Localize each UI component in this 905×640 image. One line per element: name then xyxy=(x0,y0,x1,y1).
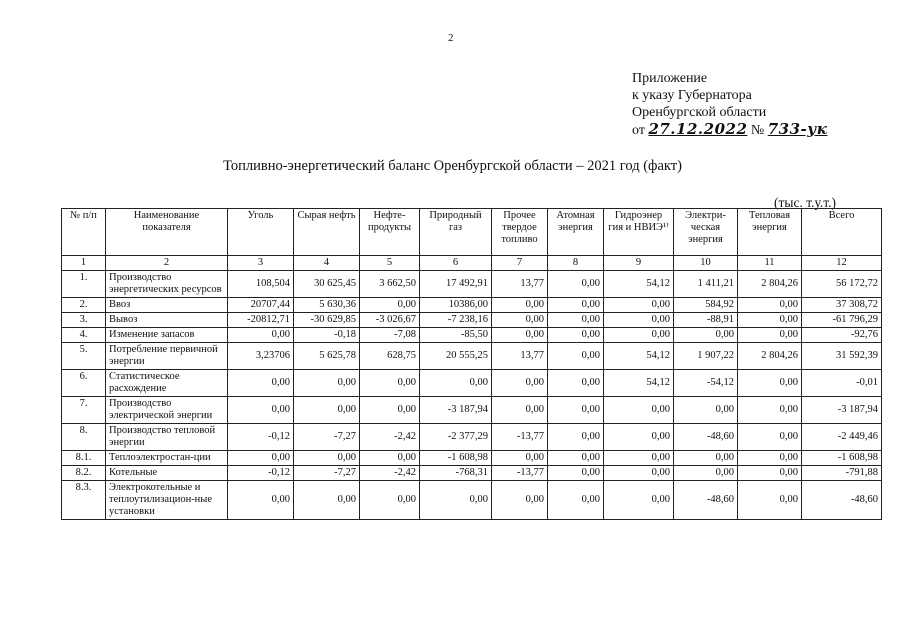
column-number: 11 xyxy=(738,256,802,271)
table-cell: -13,77 xyxy=(492,466,548,481)
column-header: Атомная энергия xyxy=(548,209,604,256)
table-cell: 56 172,72 xyxy=(802,271,882,298)
table-cell: 0,00 xyxy=(294,481,360,520)
table-cell: 0,00 xyxy=(738,328,802,343)
table-cell: 0,00 xyxy=(604,451,674,466)
column-number: 9 xyxy=(604,256,674,271)
table-row xyxy=(62,397,882,424)
column-number: 5 xyxy=(360,256,420,271)
table-cell: -1 608,98 xyxy=(802,451,882,466)
table-row xyxy=(62,451,882,466)
table-cell: 0,00 xyxy=(738,466,802,481)
table-cell: 0,00 xyxy=(360,298,420,313)
from-label: от xyxy=(632,123,645,138)
table-row xyxy=(62,271,882,298)
table-cell: 0,00 xyxy=(548,328,604,343)
table-cell: 13,77 xyxy=(492,271,548,298)
table-cell: 0,00 xyxy=(548,313,604,328)
table-cell: 5 625,78 xyxy=(294,343,360,370)
header-row xyxy=(62,209,882,256)
table-cell: 0,00 xyxy=(360,481,420,520)
table-row xyxy=(62,424,882,451)
table-cell: 0,00 xyxy=(738,397,802,424)
number-sign: № xyxy=(750,123,765,138)
appendix-block xyxy=(632,70,827,139)
table-cell: -48,60 xyxy=(674,481,738,520)
table-cell: 0,00 xyxy=(228,397,294,424)
table-cell: 0,00 xyxy=(604,298,674,313)
column-header: № п/п xyxy=(62,209,106,256)
table-cell: 0,00 xyxy=(548,451,604,466)
table-cell: 13,77 xyxy=(492,343,548,370)
table-cell: 0,00 xyxy=(738,451,802,466)
table-row xyxy=(62,370,882,397)
table-cell: -7,27 xyxy=(294,466,360,481)
column-header: Уголь xyxy=(228,209,294,256)
table-row xyxy=(62,343,882,370)
table-cell: -7,08 xyxy=(360,328,420,343)
column-header: Прочее твердое топливо xyxy=(492,209,548,256)
table-cell: 37 308,72 xyxy=(802,298,882,313)
row-number: 6. xyxy=(62,370,106,397)
table-cell: 3 662,50 xyxy=(360,271,420,298)
table-cell: 0,00 xyxy=(492,451,548,466)
table-cell: 1 907,22 xyxy=(674,343,738,370)
row-number: 8.2. xyxy=(62,466,106,481)
row-number: 1. xyxy=(62,271,106,298)
table-cell: 0,00 xyxy=(674,451,738,466)
table-cell: 0,00 xyxy=(492,481,548,520)
table-cell: 0,00 xyxy=(294,397,360,424)
column-number: 2 xyxy=(106,256,228,271)
column-header: Нефте-продукты xyxy=(360,209,420,256)
table-cell: 10386,00 xyxy=(420,298,492,313)
table-cell: 0,00 xyxy=(228,370,294,397)
table-cell: 3,23706 xyxy=(228,343,294,370)
appendix-line: к указу Губернатора xyxy=(632,88,752,103)
column-number: 6 xyxy=(420,256,492,271)
table-cell: 0,00 xyxy=(738,313,802,328)
table-cell: 31 592,39 xyxy=(802,343,882,370)
table-cell: 0,00 xyxy=(738,424,802,451)
table-cell: 0,00 xyxy=(548,298,604,313)
table-cell: 0,00 xyxy=(548,466,604,481)
page-number: 2 xyxy=(448,32,454,44)
table-cell: -7,27 xyxy=(294,424,360,451)
table-cell: -2 377,29 xyxy=(420,424,492,451)
table-cell: 0,00 xyxy=(294,370,360,397)
row-name: Производство электрической энергии xyxy=(106,397,228,424)
table-cell: -54,12 xyxy=(674,370,738,397)
column-number: 3 xyxy=(228,256,294,271)
row-name: Производство тепловой энергии xyxy=(106,424,228,451)
table-cell: -791,88 xyxy=(802,466,882,481)
row-number: 8. xyxy=(62,424,106,451)
table-cell: 0,00 xyxy=(360,451,420,466)
table-row xyxy=(62,328,882,343)
table-cell: 0,00 xyxy=(604,328,674,343)
table-cell: -0,18 xyxy=(294,328,360,343)
column-number-row xyxy=(62,256,882,271)
table-row xyxy=(62,313,882,328)
row-number: 8.1. xyxy=(62,451,106,466)
column-number: 4 xyxy=(294,256,360,271)
table-cell: 0,00 xyxy=(548,271,604,298)
column-header: Наименование показателя xyxy=(106,209,228,256)
table-cell: 0,00 xyxy=(492,298,548,313)
table-cell: 20707,44 xyxy=(228,298,294,313)
unit-label: (тыс. т.у.т.) xyxy=(774,195,836,210)
handwritten-date: 27.12.2022 xyxy=(648,120,748,138)
table-cell: 0,00 xyxy=(738,370,802,397)
table-cell: 0,00 xyxy=(604,481,674,520)
table-cell: 108,504 xyxy=(228,271,294,298)
table-cell: 0,00 xyxy=(228,481,294,520)
table-cell: -0,12 xyxy=(228,466,294,481)
table-cell: -3 026,67 xyxy=(360,313,420,328)
table-body xyxy=(62,271,882,520)
table-cell: 0,00 xyxy=(548,424,604,451)
table-cell: 0,00 xyxy=(548,343,604,370)
row-name: Котельные xyxy=(106,466,228,481)
row-number: 3. xyxy=(62,313,106,328)
table-cell: 0,00 xyxy=(738,298,802,313)
table-cell: 1 411,21 xyxy=(674,271,738,298)
table-cell: 0,00 xyxy=(492,328,548,343)
table-cell: 628,75 xyxy=(360,343,420,370)
table-cell: -2,42 xyxy=(360,466,420,481)
table-cell: 0,00 xyxy=(674,466,738,481)
table-cell: 20 555,25 xyxy=(420,343,492,370)
table-cell: 0,00 xyxy=(548,397,604,424)
table-cell: 0,00 xyxy=(738,481,802,520)
column-header: Природный газ xyxy=(420,209,492,256)
table-cell: 0,00 xyxy=(360,397,420,424)
table-cell: -48,60 xyxy=(674,424,738,451)
table-cell: 0,00 xyxy=(492,313,548,328)
row-number: 7. xyxy=(62,397,106,424)
table-cell: 0,00 xyxy=(674,397,738,424)
column-number: 8 xyxy=(548,256,604,271)
row-number: 2. xyxy=(62,298,106,313)
table-cell: -13,77 xyxy=(492,424,548,451)
table-cell: 54,12 xyxy=(604,370,674,397)
table-cell: -92,76 xyxy=(802,328,882,343)
table-cell: 0,00 xyxy=(604,424,674,451)
column-header: Гидроэнер гия и НВИЭ¹⁾ xyxy=(604,209,674,256)
table-cell: -2 449,46 xyxy=(802,424,882,451)
table-cell: 0,00 xyxy=(548,481,604,520)
table-cell: -768,31 xyxy=(420,466,492,481)
table-cell: 54,12 xyxy=(604,343,674,370)
table-cell: 584,92 xyxy=(674,298,738,313)
table-cell: 0,00 xyxy=(228,328,294,343)
balance-table xyxy=(61,208,882,520)
table-cell: -2,42 xyxy=(360,424,420,451)
column-number: 12 xyxy=(802,256,882,271)
table-cell: 54,12 xyxy=(604,271,674,298)
table-cell: 0,00 xyxy=(228,451,294,466)
row-name: Изменение запасов xyxy=(106,328,228,343)
table-cell: 2 804,26 xyxy=(738,343,802,370)
column-number: 10 xyxy=(674,256,738,271)
document-title: Топливно-энергетический баланс Оренбургской области – 2021 год (факт) xyxy=(223,158,682,174)
table-cell: -30 629,85 xyxy=(294,313,360,328)
table-cell: -61 796,29 xyxy=(802,313,882,328)
row-number: 4. xyxy=(62,328,106,343)
table-cell: 5 630,36 xyxy=(294,298,360,313)
table-cell: -20812,71 xyxy=(228,313,294,328)
column-number: 1 xyxy=(62,256,106,271)
table-cell: 0,00 xyxy=(548,370,604,397)
table-cell: 2 804,26 xyxy=(738,271,802,298)
column-header: Электри-ческая энергия xyxy=(674,209,738,256)
appendix-line: Оренбургской области xyxy=(632,105,767,120)
table-cell: 0,00 xyxy=(604,397,674,424)
column-number: 7 xyxy=(492,256,548,271)
handwritten-number: 733-ук xyxy=(767,120,828,138)
row-name: Производство энергетических ресурсов xyxy=(106,271,228,298)
table-cell: -1 608,98 xyxy=(420,451,492,466)
table-cell: 0,00 xyxy=(420,370,492,397)
table-cell: 30 625,45 xyxy=(294,271,360,298)
table-cell: 0,00 xyxy=(604,466,674,481)
table-cell: 0,00 xyxy=(360,370,420,397)
appendix-date-line xyxy=(632,121,827,139)
table-cell: -7 238,16 xyxy=(420,313,492,328)
row-name: Теплоэлектростан-ции xyxy=(106,451,228,466)
row-name: Электрокотельные и теплоутилизацион-ные установки xyxy=(106,481,228,520)
table-row xyxy=(62,466,882,481)
table-row xyxy=(62,481,882,520)
row-name: Вывоз xyxy=(106,313,228,328)
row-number: 8.3. xyxy=(62,481,106,520)
table-cell: 0,00 xyxy=(420,481,492,520)
table-cell: 17 492,91 xyxy=(420,271,492,298)
row-name: Ввоз xyxy=(106,298,228,313)
table-cell: -3 187,94 xyxy=(420,397,492,424)
table-row xyxy=(62,298,882,313)
table-cell: 0,00 xyxy=(294,451,360,466)
column-header: Сырая нефть xyxy=(294,209,360,256)
table-cell: -48,60 xyxy=(802,481,882,520)
table-cell: 0,00 xyxy=(492,397,548,424)
table-cell: -0,12 xyxy=(228,424,294,451)
row-name: Статистическое расхождение xyxy=(106,370,228,397)
table-cell: 0,00 xyxy=(674,328,738,343)
table-cell: -88,91 xyxy=(674,313,738,328)
column-header: Всего xyxy=(802,209,882,256)
row-name: Потребление первичной энергии xyxy=(106,343,228,370)
row-number: 5. xyxy=(62,343,106,370)
table-cell: -3 187,94 xyxy=(802,397,882,424)
table-cell: -0,01 xyxy=(802,370,882,397)
table-cell: -85,50 xyxy=(420,328,492,343)
table-cell: 0,00 xyxy=(492,370,548,397)
table-cell: 0,00 xyxy=(604,313,674,328)
column-header: Тепловая энергия xyxy=(738,209,802,256)
appendix-line: Приложение xyxy=(632,71,708,86)
